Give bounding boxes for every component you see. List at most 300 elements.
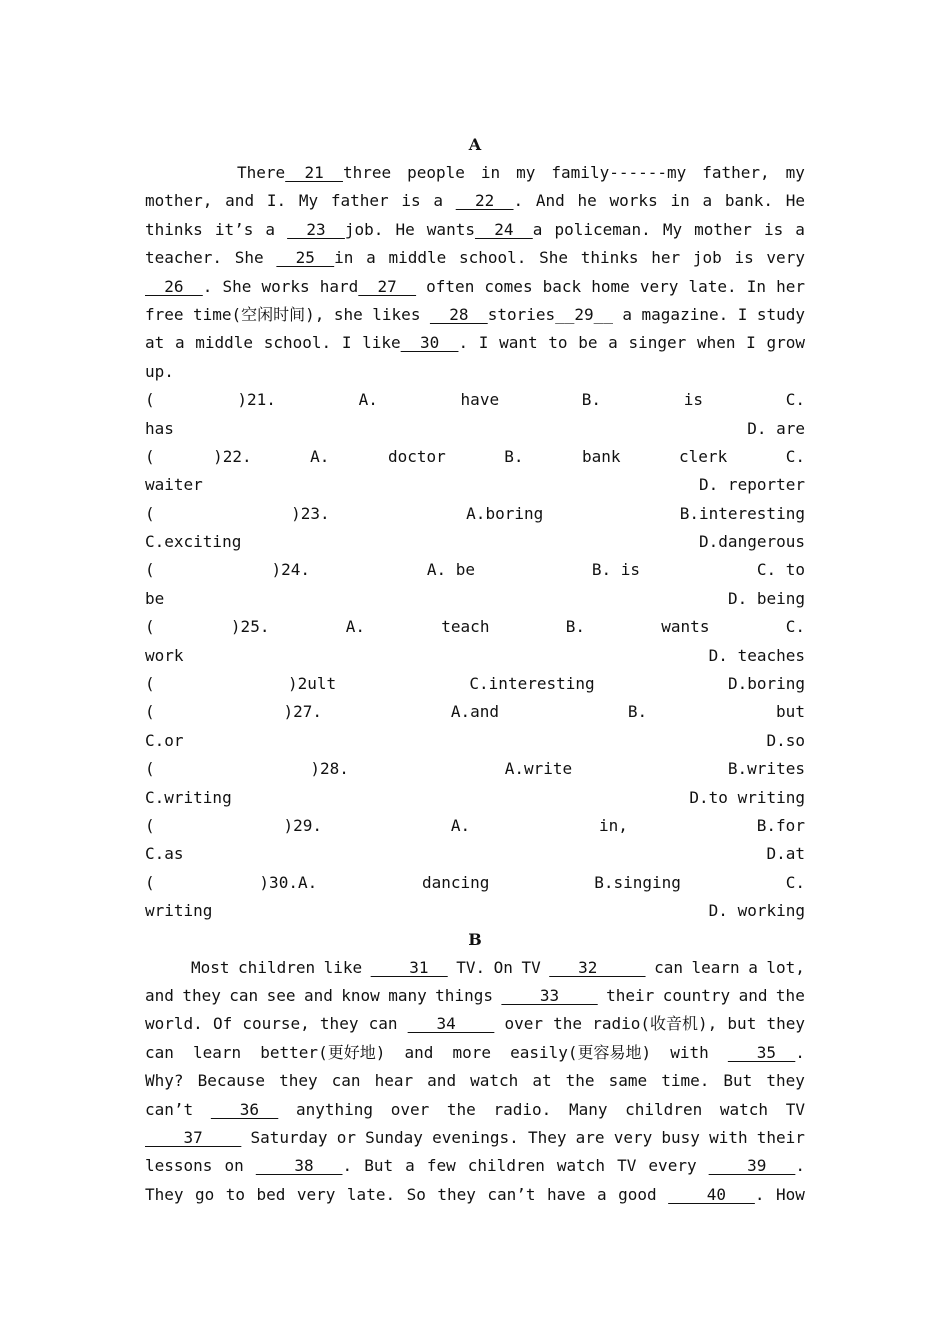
section-b-passage-line	[145, 1067, 805, 1095]
word: Many	[568, 1099, 608, 1119]
word: are	[575, 1127, 605, 1147]
option-text: (	[145, 702, 155, 722]
option-text: A.	[358, 390, 378, 410]
word: They	[527, 1127, 567, 1147]
word: And	[535, 191, 565, 211]
option-text: C.exciting	[145, 532, 242, 552]
word: a	[174, 333, 185, 353]
option-text: clerk	[679, 446, 728, 466]
word: 38 .	[255, 1156, 353, 1176]
option-text: C.as	[145, 844, 184, 864]
answer-blank: 28	[429, 304, 488, 324]
question-line	[145, 642, 805, 670]
answer-blank: 21	[285, 163, 343, 182]
word: Because	[197, 1071, 266, 1091]
word: want	[499, 333, 538, 353]
option-text: C.	[785, 872, 805, 892]
option-text: (	[145, 503, 155, 523]
answer-blank: 27	[358, 276, 417, 296]
question-line	[145, 528, 805, 556]
word: They	[145, 1184, 184, 1204]
answer-blank: 32	[549, 957, 646, 977]
word: How	[775, 1184, 805, 1204]
word: it’s	[214, 219, 254, 239]
word: and	[303, 985, 333, 1005]
option-text: wants	[661, 617, 710, 637]
option-text: dancing	[422, 872, 490, 892]
option-text: )30.A.	[259, 872, 318, 892]
section-b-passage-line	[145, 1124, 805, 1152]
word: up.	[145, 361, 174, 381]
word: to	[225, 1184, 246, 1204]
word: I	[478, 333, 489, 353]
word: be	[578, 333, 598, 353]
word: the	[775, 985, 805, 1005]
section-a-title: A	[468, 135, 482, 154]
word: and	[225, 191, 255, 211]
word: her	[776, 276, 805, 296]
word: she	[333, 304, 363, 324]
option-text: A. be	[426, 560, 475, 580]
word: can’t	[145, 1099, 194, 1119]
word: teacher.	[145, 248, 223, 268]
word: Sunday	[365, 1127, 423, 1147]
word: TV.	[456, 957, 486, 977]
option-text: B. is	[591, 560, 640, 580]
option-text: B.	[565, 617, 585, 637]
option-text: B.	[581, 390, 602, 410]
word: learn	[691, 957, 740, 977]
word: on	[224, 1156, 244, 1176]
option-text: B.	[504, 446, 524, 466]
section-a-passage-line	[145, 244, 805, 272]
option-text: B.writes	[727, 759, 805, 779]
section-a-questions	[145, 386, 805, 925]
word: comes	[484, 276, 533, 296]
word: very	[296, 1184, 336, 1204]
answer-blank: 34	[407, 1014, 495, 1034]
word: middle	[388, 248, 447, 268]
word: a	[622, 304, 633, 324]
word: good	[618, 1184, 657, 1204]
word: home	[591, 276, 630, 296]
word: In	[746, 276, 766, 296]
word: late.	[688, 276, 737, 296]
option-text: )25.	[230, 617, 270, 637]
word: and	[427, 1071, 457, 1091]
option-text: )2ult	[287, 674, 337, 694]
word: children	[625, 1099, 703, 1119]
section-a-passage-line	[145, 273, 805, 301]
word: job	[692, 248, 722, 268]
option-text: )27.	[283, 702, 323, 722]
option-text: A.	[310, 446, 330, 466]
question-line	[145, 897, 805, 925]
section-a-passage-line	[145, 329, 805, 357]
word: with	[670, 1042, 709, 1062]
word: he	[577, 191, 597, 211]
word: anything	[295, 1099, 374, 1119]
word	[145, 1124, 241, 1152]
section-a-passage-line	[145, 159, 805, 187]
word: study	[756, 304, 805, 324]
word: radio.	[493, 1099, 552, 1119]
document-page	[145, 131, 805, 1209]
question-line	[145, 784, 805, 812]
option-text: be	[145, 588, 165, 608]
word: to	[548, 333, 568, 353]
option-text: (	[145, 759, 155, 779]
word: they	[437, 1184, 476, 1204]
word: can	[368, 1014, 398, 1034]
word: I.	[266, 191, 287, 211]
option-text: D.dangerous	[699, 532, 805, 552]
word: the	[446, 1099, 476, 1119]
word: 22 .	[455, 191, 524, 211]
word: when	[696, 333, 736, 353]
word: very	[639, 276, 679, 296]
word: over	[390, 1099, 430, 1119]
word: magazine.	[641, 304, 729, 324]
word: singer	[628, 333, 687, 353]
word: over	[504, 1014, 544, 1034]
word: at	[532, 1071, 552, 1091]
word: radio(收音机),	[592, 1014, 718, 1034]
word: Why?	[145, 1071, 184, 1091]
section-b-passage-line	[145, 1010, 805, 1038]
section-b-passage-line	[145, 1152, 805, 1180]
option-text: (	[145, 617, 155, 637]
option-text: D. are	[747, 418, 805, 438]
word: my	[516, 163, 536, 182]
word: likes	[372, 304, 421, 324]
word: a	[366, 248, 376, 268]
question-line	[145, 869, 805, 897]
word: late.	[346, 1184, 396, 1204]
word: 40 .	[668, 1184, 765, 1204]
question-line	[145, 443, 805, 471]
word: bed	[256, 1184, 286, 1204]
word: world.	[145, 1014, 203, 1034]
word: children	[238, 957, 316, 977]
word: I	[737, 304, 748, 324]
word: better(更好地)	[260, 1042, 386, 1062]
question-line	[145, 727, 805, 755]
option-text: )22.	[213, 446, 252, 466]
word: very	[613, 1127, 653, 1147]
word: have	[547, 1184, 586, 1204]
word: free	[145, 304, 184, 324]
word: thinks	[145, 219, 203, 239]
word: they	[279, 1071, 318, 1091]
option-text: C. to	[756, 560, 805, 580]
word: learn	[193, 1042, 242, 1062]
word: middle	[195, 333, 254, 353]
section-b-passage-line	[145, 954, 805, 982]
question-line	[145, 585, 805, 613]
word: a	[597, 1184, 607, 1204]
word: easily(更容易地)	[510, 1042, 652, 1062]
word: school.	[458, 248, 527, 268]
word: TV	[785, 1099, 805, 1119]
word: She	[234, 248, 264, 268]
question-line	[145, 471, 805, 499]
word: or	[336, 1127, 356, 1147]
option-text: A.	[450, 815, 471, 835]
option-text: have	[460, 390, 500, 410]
option-text: D.boring	[727, 674, 805, 694]
word: My	[298, 191, 319, 211]
option-text: C.	[785, 617, 805, 637]
word: but	[727, 1014, 757, 1034]
option-text: A.write	[504, 759, 573, 779]
word: bank.	[724, 191, 773, 211]
word: like 30 .	[362, 333, 469, 353]
word: Most	[191, 957, 230, 977]
answer-blank: 36	[210, 1099, 279, 1119]
word: But	[364, 1156, 394, 1176]
word: watch	[470, 1071, 519, 1091]
word: they	[319, 1014, 359, 1034]
option-text: D. working	[708, 901, 805, 921]
answer-blank: 38	[255, 1156, 343, 1176]
question-line	[145, 386, 805, 414]
section-b-passage-line	[145, 982, 805, 1010]
option-text: in,	[599, 815, 628, 835]
word: father,	[702, 163, 770, 182]
word: my	[785, 163, 805, 182]
word: hear	[374, 1071, 414, 1091]
answer-blank: 30	[400, 333, 459, 353]
answer-blank: 40	[668, 1184, 755, 1204]
option-text: bank	[582, 446, 621, 466]
word: On	[493, 957, 513, 977]
word: in	[480, 163, 501, 182]
section-b-passage-line	[145, 1181, 805, 1209]
option-text: )21.	[237, 390, 276, 410]
word: the	[553, 1014, 583, 1034]
word: is	[734, 248, 754, 268]
word: But	[723, 1071, 753, 1091]
word: father	[330, 191, 389, 211]
answer-blank: 39	[708, 1156, 796, 1176]
option-text: waiter	[145, 475, 203, 495]
word: things	[435, 985, 493, 1005]
option-text: D.at	[766, 844, 805, 864]
word	[371, 954, 448, 982]
section-b-title: B	[468, 929, 482, 949]
word: watch	[556, 1156, 606, 1176]
option-text: D.so	[766, 730, 805, 750]
question-line	[145, 755, 805, 783]
word: can	[654, 957, 683, 977]
word: the	[565, 1071, 595, 1091]
word: family------my	[551, 163, 687, 182]
option-text: D. reporter	[699, 475, 805, 495]
option-text: )28.	[310, 759, 349, 779]
section-b-passage-line	[145, 1039, 805, 1067]
question-line	[145, 500, 805, 528]
option-text: B.for	[756, 815, 805, 835]
option-text: C.or	[145, 730, 184, 750]
word: My	[662, 219, 683, 239]
option-text: D. being	[727, 588, 805, 608]
word: time.	[661, 1071, 710, 1091]
section-b-passage	[145, 954, 805, 1210]
answer-blank: 33	[501, 985, 598, 1005]
word: school.	[263, 333, 332, 353]
word: is	[763, 219, 784, 239]
option-text: D. teaches	[708, 645, 805, 665]
word: know	[341, 985, 380, 1005]
word: He	[785, 191, 805, 211]
word: can	[331, 1071, 361, 1091]
word: a	[702, 191, 713, 211]
word: can	[145, 1042, 174, 1062]
word: She	[539, 248, 569, 268]
word: their	[606, 985, 655, 1005]
option-text: work	[145, 645, 184, 665]
answer-blank: 31	[370, 957, 448, 977]
section-a-passage-line	[145, 216, 805, 244]
option-text: has	[145, 418, 174, 438]
word: her	[651, 248, 681, 268]
option-text: writing	[145, 901, 213, 921]
section-a-passage	[145, 159, 805, 386]
word: evenings.	[432, 1127, 519, 1147]
word: a	[795, 219, 805, 239]
question-line	[145, 613, 805, 641]
section-a-passage-line	[145, 358, 805, 386]
option-text: (	[145, 815, 155, 835]
word: course,	[242, 1014, 310, 1034]
option-text: )24.	[271, 560, 310, 580]
word: they	[182, 985, 221, 1005]
word: So	[406, 1184, 426, 1204]
answer-blank: 35	[727, 1042, 796, 1062]
answer-blank: 26	[145, 276, 203, 296]
word: busy	[661, 1127, 700, 1147]
word: hard 27	[319, 276, 417, 296]
word: policeman.	[554, 219, 651, 239]
question-line	[145, 670, 805, 698]
section-a-passage-line	[145, 187, 805, 215]
answer-blank: 37	[145, 1127, 242, 1147]
word: Saturday	[250, 1127, 328, 1147]
word: I	[341, 333, 352, 353]
option-text: B.	[627, 702, 648, 722]
word: is	[401, 191, 421, 211]
word: I	[746, 333, 756, 353]
answer-blank: 24	[474, 219, 533, 239]
word: children	[467, 1156, 545, 1176]
option-text: A.and	[450, 702, 500, 722]
word: a	[433, 191, 443, 211]
option-text: (	[145, 560, 155, 580]
option-text: A.	[345, 617, 365, 637]
answer-blank: 22	[455, 191, 514, 211]
word: like	[323, 957, 363, 977]
option-text: D.to writing	[689, 787, 805, 807]
word: lessons	[145, 1156, 213, 1176]
question-line	[145, 840, 805, 868]
option-text: doctor	[387, 446, 446, 466]
word: at	[145, 333, 165, 353]
word: thinks	[580, 248, 639, 268]
word: every	[648, 1156, 697, 1176]
option-text: )29.	[283, 815, 323, 835]
option-text: (	[145, 390, 155, 410]
word: time(空闲时间),	[193, 304, 325, 324]
word	[549, 954, 645, 982]
word: and	[404, 1042, 434, 1062]
option-text: (	[145, 674, 155, 694]
word: 26 .	[145, 276, 213, 296]
word: often	[426, 276, 475, 296]
word: few	[426, 1156, 456, 1176]
word: in	[670, 191, 690, 211]
answer-blank: 25	[276, 248, 335, 268]
word: watch	[719, 1099, 769, 1119]
option-text: is	[683, 390, 704, 410]
word: they	[766, 1071, 805, 1091]
word: and	[145, 985, 174, 1005]
option-text: C.	[785, 446, 805, 466]
option-text: C.writing	[145, 787, 232, 807]
option-text: A.boring	[466, 503, 544, 523]
word: they	[766, 1014, 805, 1034]
word: same	[608, 1071, 648, 1091]
word: 23 job.	[287, 219, 384, 239]
word: a	[748, 957, 758, 977]
word: a	[405, 1156, 415, 1176]
question-line	[145, 556, 805, 584]
question-line	[145, 415, 805, 443]
option-text: B.singing	[594, 872, 681, 892]
word: There 21 three	[237, 163, 392, 182]
word: He	[395, 219, 415, 239]
word: TV	[617, 1156, 637, 1176]
word: many	[388, 985, 427, 1005]
word: a	[608, 333, 618, 353]
word: very	[766, 248, 805, 268]
word: country	[662, 985, 731, 1005]
option-text: but	[776, 702, 805, 722]
word: people	[407, 163, 465, 182]
word: works	[261, 276, 310, 296]
word: a	[265, 219, 276, 239]
word: can	[229, 985, 259, 1005]
word: Of	[212, 1014, 233, 1034]
word: grow	[766, 333, 805, 353]
word: 35 .	[727, 1042, 805, 1062]
option-text: (	[145, 872, 155, 892]
option-text: (	[145, 446, 155, 466]
word: TV	[521, 957, 541, 977]
word: with	[709, 1127, 748, 1147]
word	[408, 1010, 495, 1038]
word: wants 24 a	[426, 219, 543, 239]
word: more	[452, 1042, 491, 1062]
answer-blank: 23	[287, 219, 345, 239]
word	[501, 982, 597, 1010]
word: 39 .	[708, 1156, 805, 1176]
word: back	[542, 276, 582, 296]
word: see	[266, 985, 296, 1005]
option-text: C.interesting	[469, 674, 595, 694]
word: She	[222, 276, 252, 296]
section-b-passage-line	[145, 1096, 805, 1124]
